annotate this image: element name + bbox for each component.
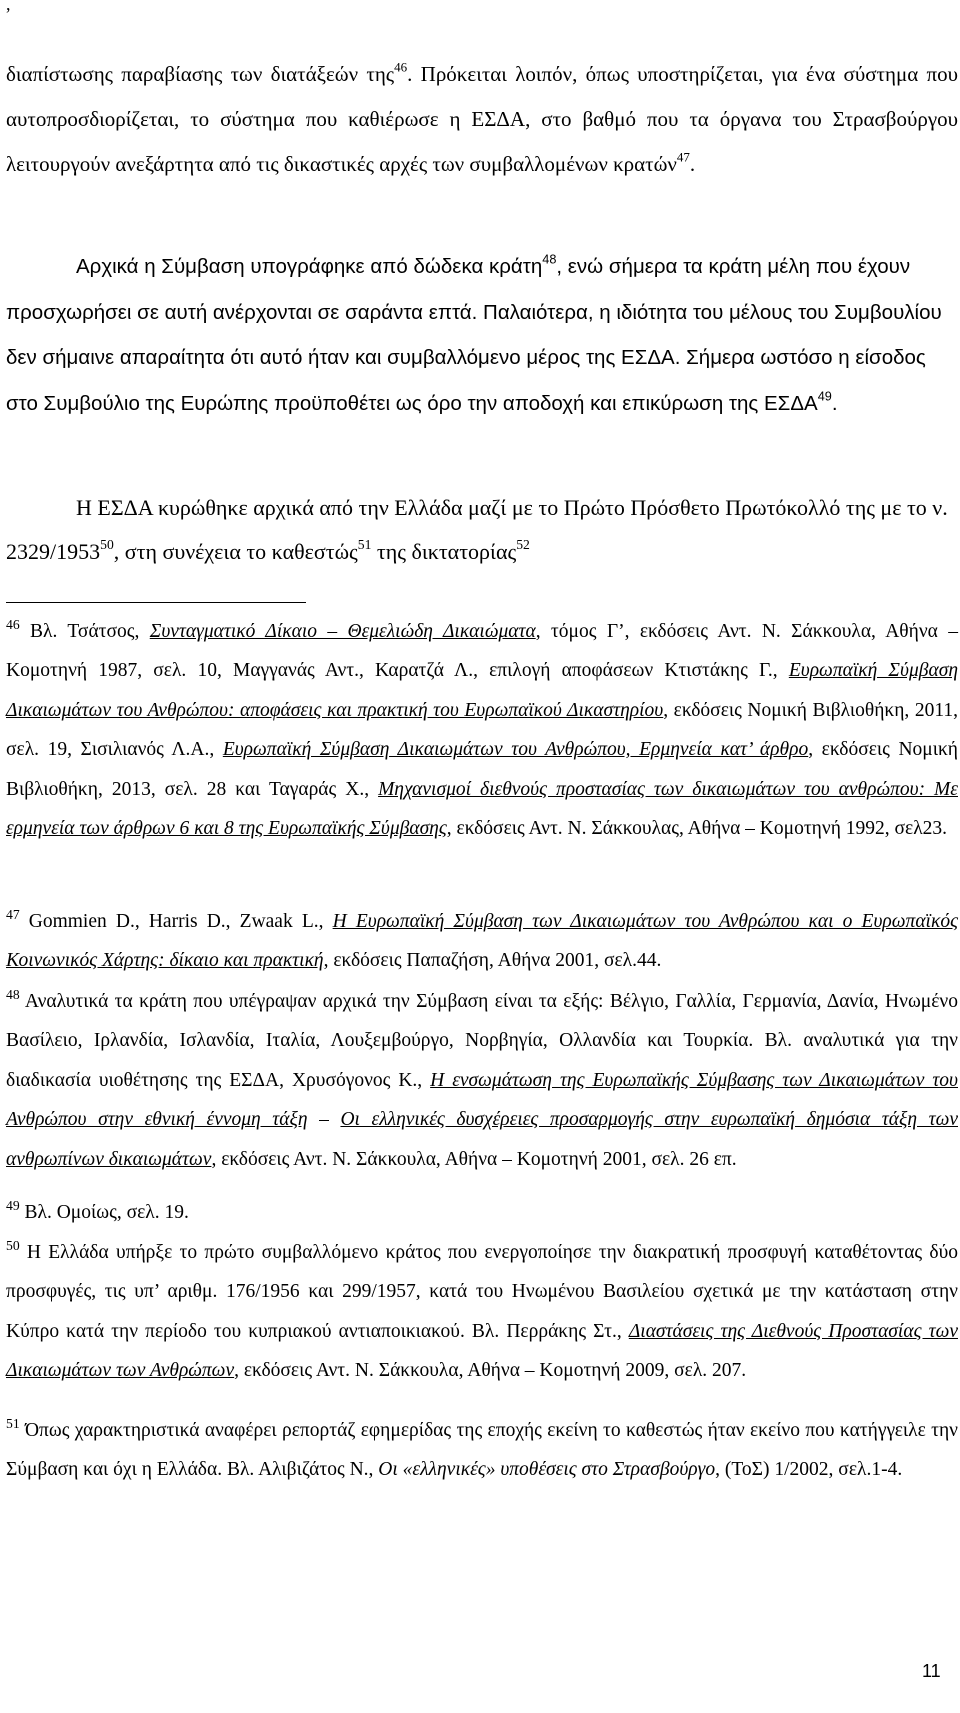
footnote-number: 50 [6, 1237, 20, 1253]
text: Η Ελλάδα υπήρξε το πρώτο συμβαλλόμενο κράτος που ενεργοποίησε την διακρατική προσφυγή καταθέτοντας δύο προσφυγές, τις υπ’ αριθμ. 176/1956 και 299/1957, κατά του Ηνωμένου Βασιλείου σχετικά με την κατάσταση στην Κύπρο κατά την περίοδο του κυπριακού αντιαποικιακού. Βλ. Περράκης Στ., [6, 1242, 958, 1342]
footnote-number: 46 [6, 616, 20, 632]
top-mark: , [6, 0, 11, 14]
text: διαπίστωσης παραβίασης των διατάξεών της [6, 62, 395, 86]
text: , ενώ σήμερα τα κράτη μέλη που έχουν προσχωρήσει σε αυτή ανέρχονται σε σαράντα επτά. Παλαιότερα, η ιδιότητα του μέλους του Συμβουλίου δεν σήμαινε απαραίτητα ότι αυτό ήταν και συμβαλλόμενο μέρος της ΕΣΔΑ. Σήμερα ωστόσο η είσοδος στο Συμβούλιο της Ευρώπης προϋποθέτει ως όρο την αποδοχή και επικύρωση της ΕΣΔΑ [6, 255, 942, 415]
text: Όπως χαρακτηριστικά αναφέρει ρεπορτάζ εφημερίδας της εποχής εκείνη το καθεστώς ήταν εκείνο που κατήγγειλε την Σύμβαση και όχι η Ελλάδα. Βλ. Αλιβιζάτος Ν., [6, 1420, 958, 1481]
footnote-number: 51 [6, 1415, 20, 1431]
text: Βλ. Τσάτσος, [19, 621, 150, 642]
text: , (ΤοΣ) 1/2002, σελ.1-4. [715, 1459, 903, 1481]
text: Gommien D., Harris D., Zwaak L., [19, 911, 333, 932]
footnote-ref-48[interactable]: 48 [542, 251, 557, 267]
paragraph-1 [6, 52, 958, 187]
paragraph-2 [6, 244, 958, 426]
footnote-ref-52[interactable]: 52 [516, 536, 530, 552]
footnote-number: 47 [6, 906, 20, 922]
text: . [831, 391, 838, 415]
footnote-49 [6, 1193, 958, 1232]
text: Η ΕΣΔΑ κυρώθηκε αρχικά από την Ελλάδα μαζί με το Πρώτο Πρόσθετο Πρωτόκολλό της με το ν. 2329/1953 [6, 495, 948, 564]
footnote-48 [6, 982, 958, 1179]
title: Ευρωπαϊκή Σύμβαση Δικαιωμάτων του Ανθρώπου: αποφάσεις και πρακτική του Ευρωπαϊκού Δικαστηρίου [6, 660, 958, 721]
text: , τόμος Γ’, εκδόσεις Αντ. Ν. Σάκκουλα, Αθήνα – Κομοτηνή 1987, σελ. 10, Μαγγανάς Αντ., Καρατζά Λ., επιλογή αποφάσεων Κτιστάκης Γ., [6, 621, 958, 682]
title: Η ενσωμάτωση της Ευρωπαϊκής Σύμβασης των Δικαιωμάτων του Ανθρώπου στην εθνική έννομη τάξη [6, 1069, 958, 1131]
title: Ευρωπαϊκή Σύμβαση Δικαιωμάτων του Ανθρώπου, Ερμηνεία κατ’ άρθρο [222, 739, 809, 761]
footnote-separator [6, 602, 306, 603]
footnote-47 [6, 902, 958, 981]
title: Οι «ελληνικές» υποθέσεις στο Στρασβούργο [378, 1459, 716, 1481]
text: , εκδόσεις Νομική Βιβλιοθήκη, 2013, σελ. 28 και Ταγαράς Χ., [6, 739, 958, 800]
text: , στη συνέχεια το καθεστώς [113, 539, 358, 564]
footnote-46 [6, 612, 958, 848]
text: . Πρόκειται λοιπόν, όπως υποστηρίζεται, για ένα σύστημα που αυτοπροσδιορίζεται, το σύστημα που καθιέρωσε η ΕΣΔΑ, στο βαθμό που τα όργανα του Στρασβούργου λειτουργούν ανεξάρτητα από τις δικαστικές αρχές των συμβαλλομένων κρατών [6, 62, 958, 176]
text: της δικτατορίας [371, 539, 517, 564]
title: Μηχανισμοί διεθνούς προστασίας των δικαιωμάτων του ανθρώπου: Με ερμηνεία των άρθρων 6 και 8 της Ευρωπαϊκής Σύμβασης [6, 778, 958, 840]
footnote-51 [6, 1411, 958, 1490]
text: . [689, 152, 696, 176]
footnote-ref-49[interactable]: 49 [817, 387, 832, 403]
text: – [307, 1109, 341, 1131]
paragraph-3 [6, 486, 958, 574]
footnote-ref-47[interactable]: 47 [676, 149, 690, 165]
footnote-50 [6, 1233, 958, 1391]
text: , εκδόσεις Παπαζήση, Αθήνα 2001, σελ.44. [323, 950, 662, 972]
text: , εκδόσεις Αντ. Ν. Σάκκουλα, Αθήνα – Κομοτηνή 2001, σελ. 26 επ. [211, 1148, 737, 1170]
text: , εκδόσεις Νομική Βιβλιοθήκη, 2011, σελ. 19, Σισιλιανός Λ.Α., [6, 699, 958, 761]
text: , εκδόσεις Αντ. Ν. Σάκκουλα, Αθήνα – Κομοτηνή 2009, σελ. 207. [234, 1360, 747, 1382]
text: Βλ. Ομοίως, σελ. 19. [19, 1202, 189, 1223]
footnote-ref-46[interactable]: 46 [394, 59, 408, 75]
footnote-ref-50[interactable]: 50 [100, 536, 114, 552]
footnote-number: 48 [6, 986, 20, 1002]
text: Αναλυτικά τα κράτη που υπέγραψαν αρχικά την Σύμβαση είναι τα εξής: Βέλγιο, Γαλλία, Γερμανία, Δανία, Ηνωμένο Βασίλειο, Ιρλανδία, Ισλανδία, Ιταλία, Λουξεμβούργο, Νορβηγία, Ολλανδία και Τουρκία. Βλ. αναλυτικά για την διαδικασία υιοθέτησης της ΕΣΔΑ, Χρυσόγονος Κ., [6, 991, 958, 1091]
footnote-ref-51[interactable]: 51 [357, 536, 372, 552]
footnote-number: 49 [6, 1197, 20, 1213]
title: Διαστάσεις της Διεθνούς Προστασίας των Δικαιωμάτων των Ανθρώπων [6, 1320, 958, 1382]
text: Αρχικά η Σύμβαση υπογράφηκε από δώδεκα κράτη [76, 255, 543, 278]
title: Συνταγματικό Δίκαιο – Θεμελιώδη Δικαιώματα [149, 621, 536, 642]
page-number: 11 [922, 1661, 941, 1681]
title: Η Ευρωπαϊκή Σύμβαση των Δικαιωμάτων του Ανθρώπου και ο Ευρωπαϊκός Κοινωνικός Χάρτης: δίκαιο και πρακτική [6, 911, 958, 972]
title: Οι ελληνικές δυσχέρειες προσαρμογής στην ευρωπαϊκή δημόσια τάξη των ανθρωπίνων δικαιωμάτων [6, 1109, 958, 1170]
text: , εκδόσεις Αντ. Ν. Σάκκουλας, Αθήνα – Κομοτηνή 1992, σελ23. [446, 818, 948, 840]
